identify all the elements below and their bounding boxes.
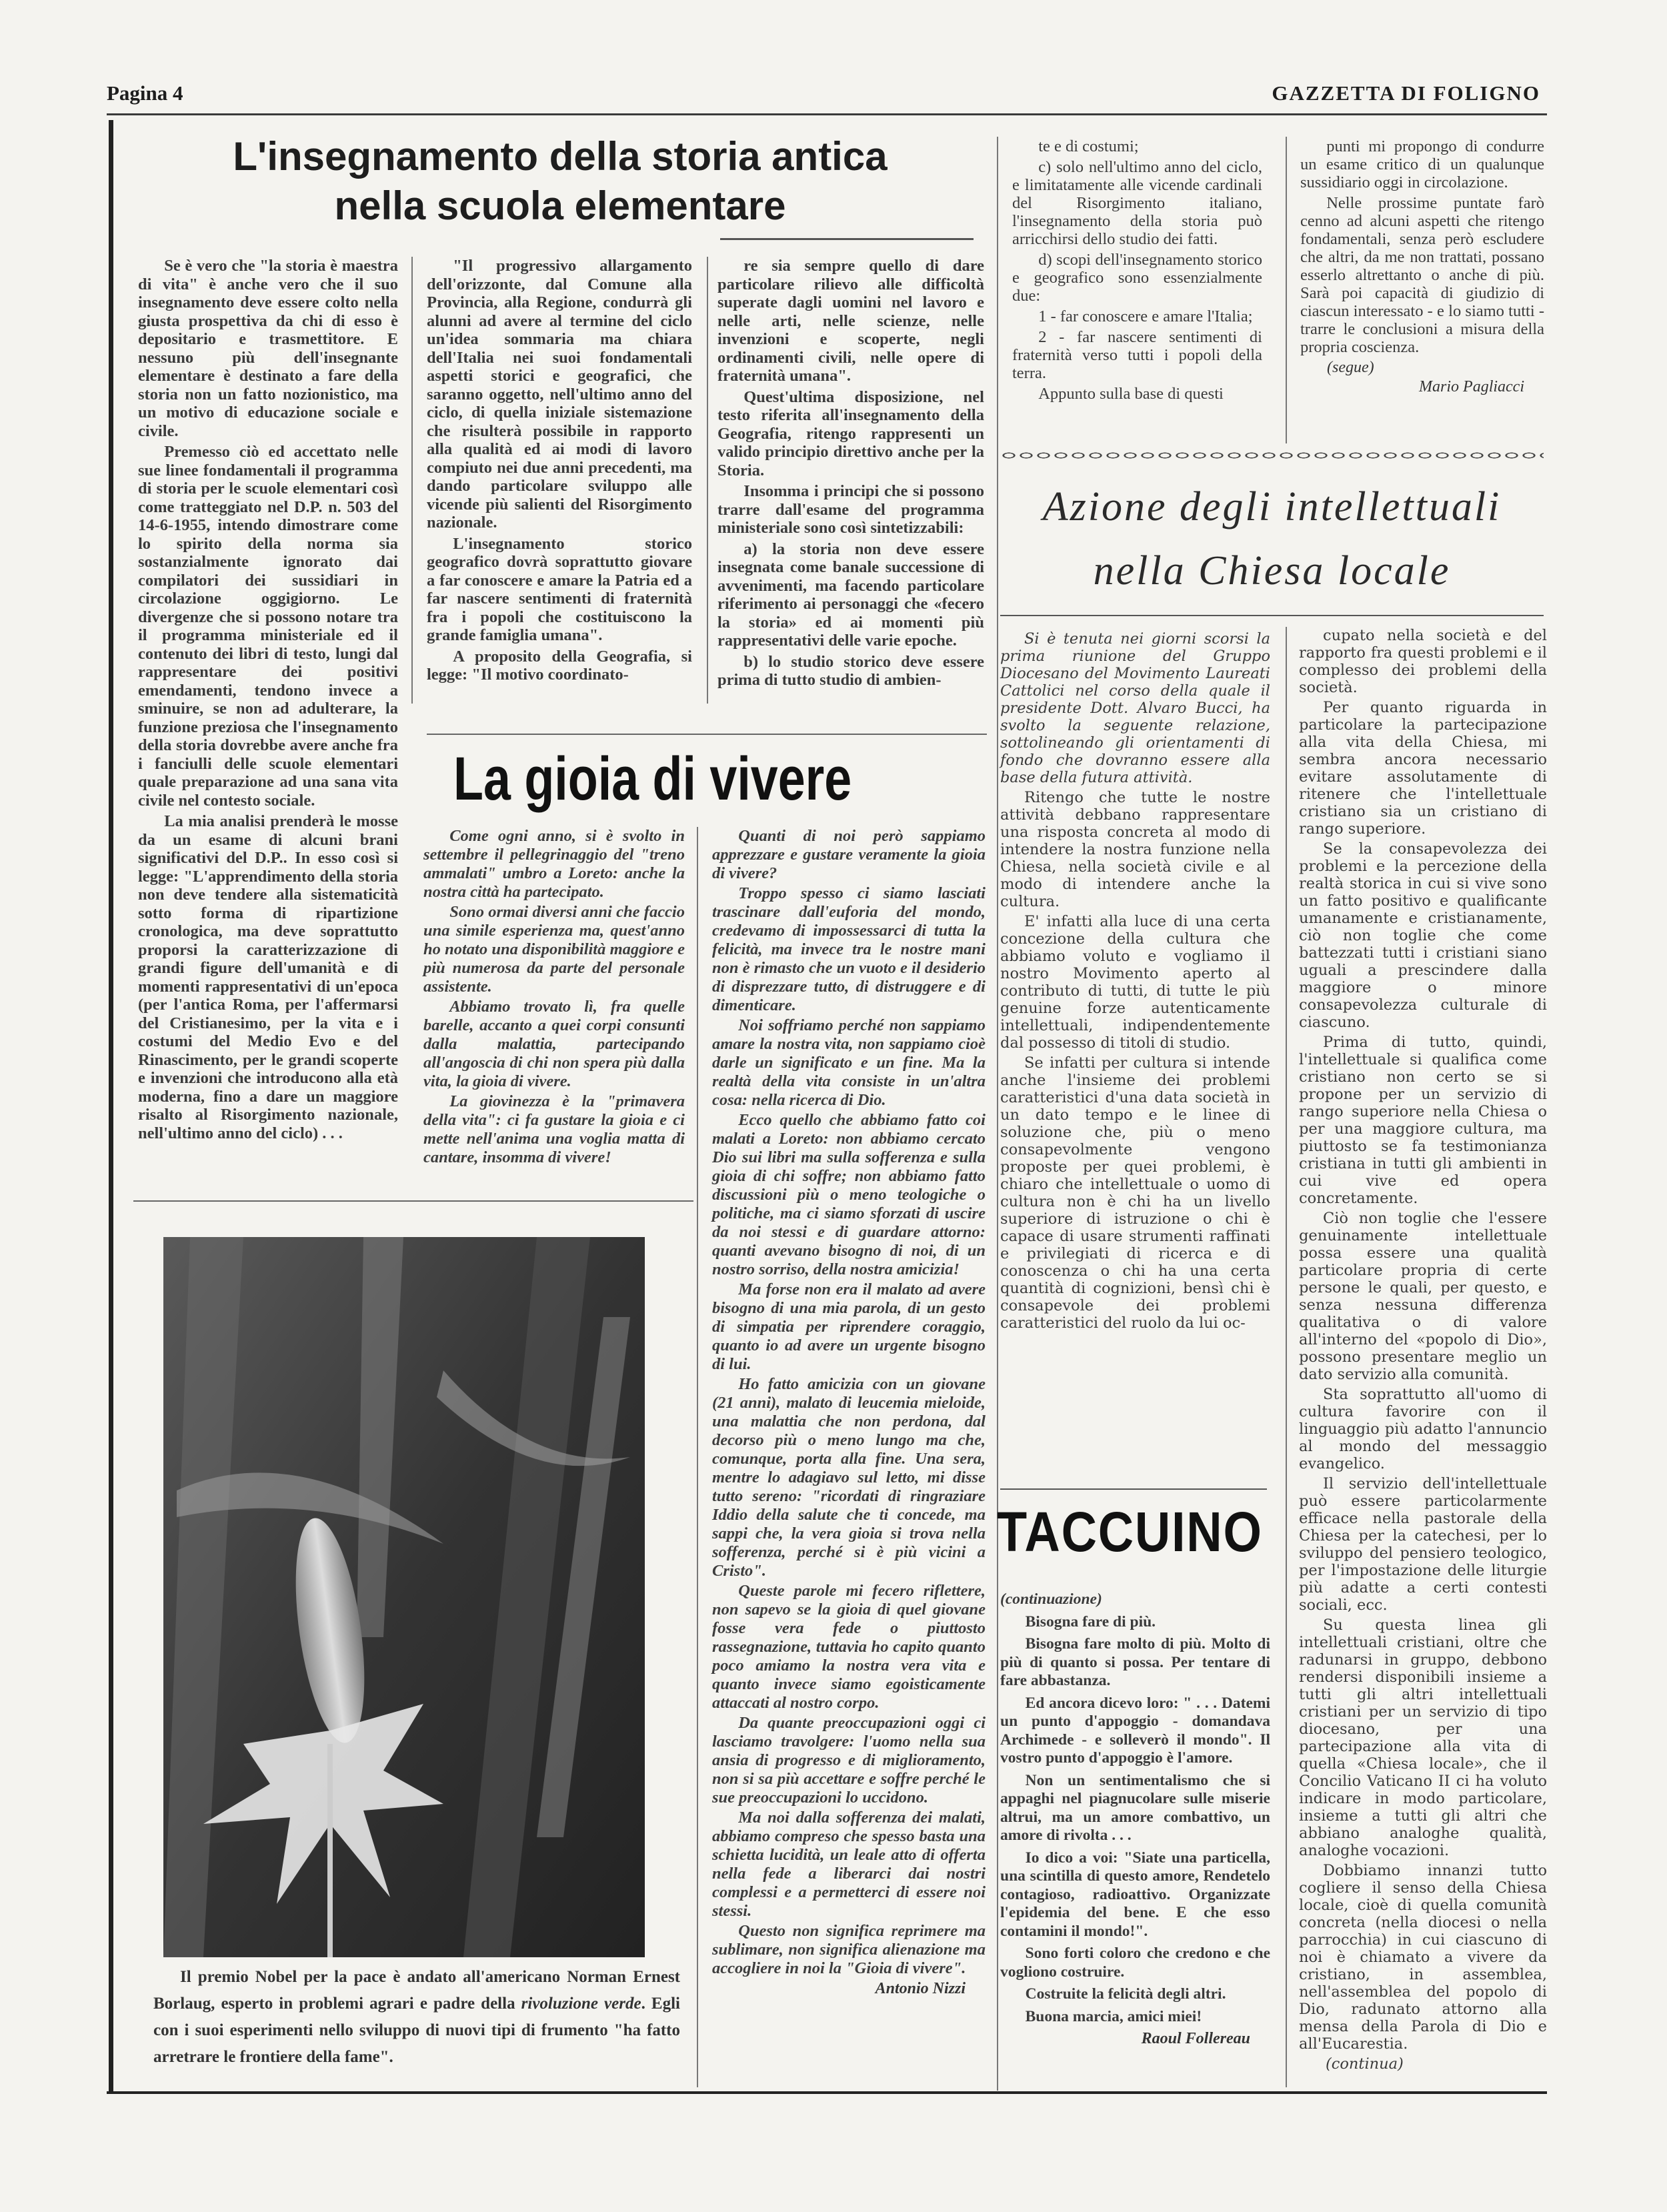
paragraph: Abbiamo trovato lì, fra quelle barelle, accanto a quei corpi consunti dalla malattia, partecipando all'angoscia di chi non spera più dalla vita, la gioia di vivere. [423, 998, 685, 1090]
article-column [1012, 137, 1262, 405]
paragraph: punti mi propongo di condurre un esame critico di un qualunque sussidiario oggi in circolazione. [1300, 137, 1544, 191]
paragraph: Sono ormai diversi anni che faccio una simile esperienza ma, quest'anno ho notato una disponibilità maggiore e più numerosa da parte del personale assistente. [423, 903, 685, 996]
paragraph: Bisogna fare di più. [1025, 1612, 1156, 1630]
paragraph: Insomma i principi che si possono trarre dall'esame del programma ministeriale sono così sintetizzabili: [717, 482, 984, 537]
article-column [427, 257, 692, 687]
column-divider [707, 257, 708, 704]
paragraph: Ma forse non era il malato ad avere bisogno di una mia parola, di un gesto di simpatia per riprendere coraggio, quanto io ad avere un urgente bisogno di lui. [712, 1280, 986, 1373]
author-signature: Antonio Nizzi [875, 1980, 966, 1997]
paragraph: Questo non significa reprimere ma sublimare, non significa alienazione ma accogliere in noi la "Gioia di vivere". [712, 1922, 986, 1977]
paragraph: Io dico a voi: "Siate una particella, una scintilla di questo amore, Rendetelo contagioso, radioattivo. Organizzate l'epidemia del bene. E che esso contamini il mondo!". [1000, 1849, 1270, 1940]
article-body [712, 827, 986, 1978]
paragraph: a) la storia non deve essere insegnata come banale successione di avvenimenti, ma facendo particolare riferimento ai personaggi che «fecero la storia» ed ai momenti più rappresentativi delle varie epoche. [717, 539, 984, 650]
paragraph: Premesso ciò ed accettato nelle sue linee fondamentali il programma di storia per le scuole elementari così come tratteggiato nel D.P. n. 503 del 14-6-1955, intendo dimostrare come lo spirito della norma sia sostanzialmente ignorato dai compilatori dei sussidiari in circolazione oggigiorno. Le divergenze che si possono notare tra il programma ministeriale ed il contenuto dei libri di testo, lungi dal rappresentare dei positivi emendamenti, tendono invece a sminuire, se non ad adulterare, la funzione preziosa che l'insegnamento della storia dovrebbe avere anche fra i fanciulli delle scuole elementari quale preparazione ad una sana vita civile nel contesto sociale. [138, 443, 398, 810]
paragraph: b) lo studio storico deve essere prima di tutto studio di ambien- [717, 652, 984, 689]
article-column [1300, 137, 1544, 396]
caption-text: Il premio Nobel per la pace è andato all'americano Norman Ernest Borlaug, esperto in problemi agrari e padre della [153, 1968, 680, 2013]
paragraph: Quanti di noi però sappiamo apprezzare e gustare veramente la gioia di vivere? [712, 827, 986, 882]
paragraph: Il servizio dell'intellettuale può essere particolarmente efficace nella pastorale della Chiesa per la catechesi, per lo sviluppo del pensiero teologico, per l'impostazione delle liturgie più adatte a certi contesti sociali, ecc. [1299, 1475, 1547, 1614]
left-border-rule [109, 120, 113, 2094]
paragraph: La mia analisi prenderà le mosse da un esame di alcuni brani significativi del D.P.. In esso così si legge: "L'apprendimento della storia non deve tendere alla sistematicità sotto forma di ripartizione cronologica, ma deve soprattutto proporsi la caratterizzazione di grandi figure dell'umanità e di momenti rappresentativi di un'epoca (per l'antica Roma, per l'affermarsi del Cristianesimo, per la vita e i costumi del Medio Evo e del Rinascimento, per le grandi scoperte e invenzioni che introducono alla età moderna, fino a dare un maggiore risalto al Risorgimento nazionale, nell'ultimo anno del ciclo) . . . [138, 812, 398, 1142]
paragraph: Si è tenuta nei giorni scorsi la prima riunione del Gruppo Diocesano del Movimento Laureati Cattolici nel corso della quale il presidente Dott. Alvaro Bucci, ha svolto la seguente relazione, sottolineando gli orientamenti di fondo che dovranno essere alla base della futura attività. [1000, 630, 1270, 786]
paragraph: Troppo spesso ci siamo lasciati trascinare dall'euforia del mondo, credevamo di impossessarci di tutta la felicità, ma invece tra le nostre mani non è rimasto che un vuoto e il desiderio di disprezzare tutto, di distruggere e di dimenticare. [712, 884, 986, 1014]
article-body [1299, 627, 1547, 2053]
column-divider [1286, 627, 1287, 2087]
title-underline [720, 238, 974, 240]
article-column [712, 827, 986, 1998]
corn-plant-image [163, 1237, 645, 1957]
paragraph: Noi soffriamo perché non sappiamo amare la nostra vita, non sappiamo cioè darle un significato e un fine. Ma la realtà della vita consiste in un'altra cosa: nella ricerca di Dio. [712, 1016, 986, 1109]
paragraph: E' infatti alla luce di una certa concezione della cultura che abbiamo voluto e vogliamo il nostro Movimento aperto al contributo di tutti, di tutte le più genuine forze autenticamente intellettuali, indipendentemente dal possesso di titoli di studio. [1000, 913, 1270, 1052]
paragraph: Queste parole mi fecero riflettere, non sapevo se la gioia di quel giovane fosse vera fede o piuttosto rassegnazione, tuttavia ho capito quanto poco amiamo la nostra vera vita e quanto invece siamo egoisticamente attaccati al nostro corpo. [712, 1582, 986, 1712]
paragraph: 1 - far conoscere e amare l'Italia; [1038, 307, 1253, 325]
header-rule [107, 113, 1547, 115]
paragraph: c) solo nell'ultimo anno del ciclo, e limitatamente alle vicende cardinali del Risorgimento italiano, l'insegnamento della storia può arricchirsi dello studio dei fatti. [1012, 158, 1262, 248]
paragraph: A proposito della Geografia, si legge: "Il motivo coordinato- [427, 647, 692, 684]
paragraph: "Il progressivo allargamento dell'orizzonte, dal Comune alla Provincia, alla Regione, condurrà gli alunni ad avere al termine del ciclo un'idea sommaria ma chiara dell'Italia nei suoi fondamentali aspetti storici e geografici, che saranno oggetto, nell'ultimo anno del ciclo, di quella iniziale sistemazione che risulterà possibile in rapporto alla qualità ed ai modi di lavoro compiuto nei due anni precedenti, ma dando particolare sviluppo alle vicende più salienti del Risorgimento nazionale. [427, 257, 692, 531]
title-line: nella scuola elementare [334, 183, 786, 228]
paragraph: L'insegnamento storico geografico dovrà soprattutto giovare a far conoscere e amare la Patria ed a far nascere sentimenti di fraternità fra i popoli che costituiscono la grande famiglia umana". [427, 534, 692, 644]
paragraph: Buona marcia, amici miei! [1025, 2007, 1202, 2025]
paragraph: 2 - far nascere sentimenti di fraternità verso tutti i popoli della terra. [1012, 328, 1262, 382]
section-rule [1000, 1488, 1267, 1490]
article-column [717, 257, 984, 692]
column-divider [697, 827, 698, 2087]
article-body [1000, 789, 1270, 1332]
paragraph: Per quanto riguarda in particolare la partecipazione alla vita della Chiesa, mi sembra ancora necessario evitare assolutamente di ritenere che l'intellettuale cristiano sia un cristiano di rango superiore. [1299, 699, 1547, 838]
column-paragraphs [1000, 1613, 1270, 2027]
caption-text: . Egli con i suoi esperimenti nello sviluppo di nuovi tipi di frumento "ha fatto arretrare le frontiere della fame". [153, 1995, 680, 2066]
title-line: Azione degli intellettuali [1042, 484, 1502, 529]
paragraph: Nelle prossime puntate farò cenno ad alcuni aspetti che ritengo fondamentali, senza però escludere che altri, da me non trattati, possano esserlo altrettanto o anche di più. Sarà poi capacità di giudizio di ciascun interessato - e lo siamo tutti - trarre le conclusioni a misura della propria coscienza. [1300, 194, 1544, 356]
paragraph: Ecco quello che abbiamo fatto coi malati a Loreto: non abbiamo cercato Dio sui libri ma sulla sofferenza e sulla gioia di chi soffre; non abbiamo fatto discussioni più o meno teologiche o politiche, ma ci siamo sforzati di uscire da noi stessi e di guardare attorno: quanti avevano bisogno di noi, di un nostro sorriso, della nostra amicizia! [712, 1111, 986, 1278]
column-subtitle: (continuazione) [1000, 1590, 1102, 1608]
bottom-rule [107, 2091, 1547, 2094]
page-number: Pagina 4 [107, 81, 183, 105]
article-title [133, 132, 987, 231]
continued-note: (segue) [1327, 359, 1374, 376]
paragraph: La giovinezza è la "primavera della vita": ci fa gustare la gioia e ci mette nell'anima una voglia matta di cantare, insomma di vivere! [423, 1092, 685, 1166]
paragraph: Quest'ultima disposizione, nel testo riferita all'insegnamento della Geografia, ritengo rappresenti un valido principio direttivo anche per la Storia. [717, 387, 984, 479]
title-line: L'insegnamento della storia antica [233, 134, 888, 179]
article-body [1300, 137, 1544, 356]
paragraph: Su questa linea gli intellettuali cristiani, oltre che radunarsi in gruppo, debbono rendersi disponibili insieme a tutti gli altri intellettuali cristiani per un servizio di tipo diocesano, per una partecipazione alla vita di quella «Chiesa locale», che il Concilio Vaticano II ci ha voluto indicare in modo particolare, insieme a tutti gli altri che abbiano analoghe qualità, analoghe vocazioni. [1299, 1616, 1547, 1859]
author-signature: Raoul Follereau [1141, 2030, 1250, 2047]
paragraph: Sono forti coloro che credono e che vogliono costruire. [1000, 1945, 1270, 1981]
article-title [1000, 475, 1544, 603]
section-rule [427, 734, 987, 735]
article-lead [1000, 630, 1270, 786]
author-signature: Mario Pagliacci [1419, 378, 1524, 395]
paragraph: Ho fatto amicizia con un giovane (21 anni), malato di leucemia mieloide, una malattia che non perdona, dal decorso più o meno lungo ma che, comunque, porta alla fine. Una sera, mentre lo adagiavo sul letto, mi disse tutto sereno: "ricordati di ringraziare Iddio della salute che ti concede, ma sappi che, la vera gioia si trova nella sofferenza, perché si è più vicini a Cristo". [712, 1375, 986, 1580]
paragraph: Da quante preoccupazioni oggi ci lasciamo travolgere: l'uomo nella sua ansia di progresso e di miglioramento, non si sa più accettare e soffre perché le sue preoccupazioni lo uccidono. [712, 1714, 986, 1807]
column-divider [997, 137, 998, 2091]
paragraph: cupato nella società e del rapporto fra questi problemi e il complesso dei problemi della società. [1299, 627, 1547, 696]
photo-corn [163, 1237, 645, 1957]
column-divider [1286, 137, 1287, 443]
title-line: nella Chiesa locale [1093, 548, 1451, 594]
section-rule [133, 1200, 693, 1202]
column-title: TACCUINO [997, 1500, 1263, 1563]
paragraph: Bisogna fare molto di più. Molto di più di quanto si possa. Per tentare di fare abbastanza. [1000, 1635, 1270, 1689]
column-body [1000, 1590, 1270, 2049]
paragraph: Se la consapevolezza dei problemi e la percezione della realtà storica in cui si vive sono un fatto positivo e qualificante umanamente e cristianamente, ciò non toglie che come battezzati tutti i cristiani siano uguali a prescindere dalla maggiore o minore consapevolezza culturale di ciascuno. [1299, 840, 1547, 1031]
photo-caption [153, 1964, 680, 2071]
paragraph: Appunto sulla base di questi [1038, 385, 1224, 403]
article-column [423, 827, 685, 1168]
paragraph: d) scopi dell'insegnamento storico e geografico sono essenzialmente due: [1012, 251, 1262, 305]
column-divider [411, 257, 413, 704]
paragraph: Se infatti per cultura si intende anche l'insieme dei problemi caratteristici d'una data società in un dato tempo e le linee di soluzione che, più o meno consapevolmente vengono proposte per quei problemi, è chiaro che intellettuale o uomo di cultura non è chi ha un livello superiore di istruzione o chi è capace di usare strumenti raffinati e privilegiati di ricerca e di conoscenza o chi ha una certa quantità di cognizioni, bensì chi è consapevole dei problemi caratteristici del ruolo da lui oc- [1000, 1054, 1270, 1332]
newspaper-name: GAZZETTA DI FOLIGNO [1272, 81, 1540, 105]
paragraph: Ciò non toglie che l'essere genuinamente intellettuale possa essere una qualità particolare propria di certe persone le quali, per questo, e senza nessuna differenza qualitativa o di valore all'interno del «popolo di Dio», possono presentare meglio un dato servizio alla comunità. [1299, 1210, 1547, 1383]
article-column [1000, 630, 1270, 1334]
paragraph: Ed ancora dicevo loro: " . . . Datemi un punto d'appoggio - domandava Archimede - e solleverò il mondo". Il vostro punto d'appoggio è l'amore. [1000, 1694, 1270, 1767]
paragraph: Come ogni anno, si è svolto in settembre il pellegrinaggio del "treno ammalati" umbro a Loreto: anche la nostra città ha partecipato. [423, 827, 685, 901]
paragraph: Sta soprattutto all'uomo di cultura favorire con il linguaggio più adatto l'annuncio al mondo del messaggio evangelico. [1299, 1386, 1547, 1472]
article-title: La gioia di vivere [453, 745, 852, 813]
paragraph: te e di costumi; [1038, 137, 1139, 155]
paragraph: Dobbiamo innanzi tutto cogliere il senso della Chiesa locale, cioè di quella comunità concreta (nella diocesi o nella parrocchia) in cui ciascuno di noi è chiamato a vivere da cristiano, in assemblea, nell'assemblea del popolo di Dio, radunato attorno alla mensa della Parola di Dio e all'Eucarestia. [1299, 1862, 1547, 2053]
article-column [1299, 627, 1547, 2073]
paragraph: Prima di tutto, quindi, l'intellettuale si qualifica come cristiano non certo se si propone per un servizio di rango superiore nella Chiesa o per una maggiore cultura, ma piuttosto se fa testimonianza cristiana in tutti gli ambienti in cui vive ed opera concretamente. [1299, 1034, 1547, 1207]
continued-note: (continua) [1326, 2055, 1404, 2073]
paragraph: Ma noi dalla sofferenza dei malati, abbiamo compreso che spesso basta una schietta lucidità, un leale atto di offerta nella fede a liberarci dai nostri complessi e a permetterci di essere noi stessi. [712, 1809, 986, 1920]
paragraph: Non un sentimentalismo che si appaghi nel piagnucolare sulle miserie altrui, ma un amore combattivo, un amore di rivolta . . . [1000, 1771, 1270, 1844]
paragraph: Costruite la felicità degli altri. [1025, 1985, 1226, 2003]
paragraph: re sia sempre quello di dare particolare rilievo alle difficoltà superate dagli uomini nel lavoro e nelle arti, nelle scienze, nelle invenzioni e scoperte, negli ordinamenti civili, nelle opere di fraternità umana". [717, 257, 984, 385]
article-column [138, 257, 398, 1145]
ornamental-rule [1000, 451, 1544, 460]
section-rule [1000, 615, 1544, 616]
paragraph: Se è vero che "la storia è maestra di vita" è anche vero che il suo insegnamento deve essere colto nella giusta prospettiva da chi di esso è depositario e trasmettitore. E nessuno più dell'insegnante elementare è destinato a fare della storia non un fatto nozionistico, ma un motivo di educazione sociale e civile. [138, 257, 398, 440]
paragraph: Ritengo che tutte le nostre attività debbano rappresentare una risposta concreta al modo di intendere la nostra funzione nella Chiesa, nella società civile e al modo di intendere anche la cultura. [1000, 789, 1270, 910]
caption-italic: rivoluzione verde [521, 1995, 641, 2013]
